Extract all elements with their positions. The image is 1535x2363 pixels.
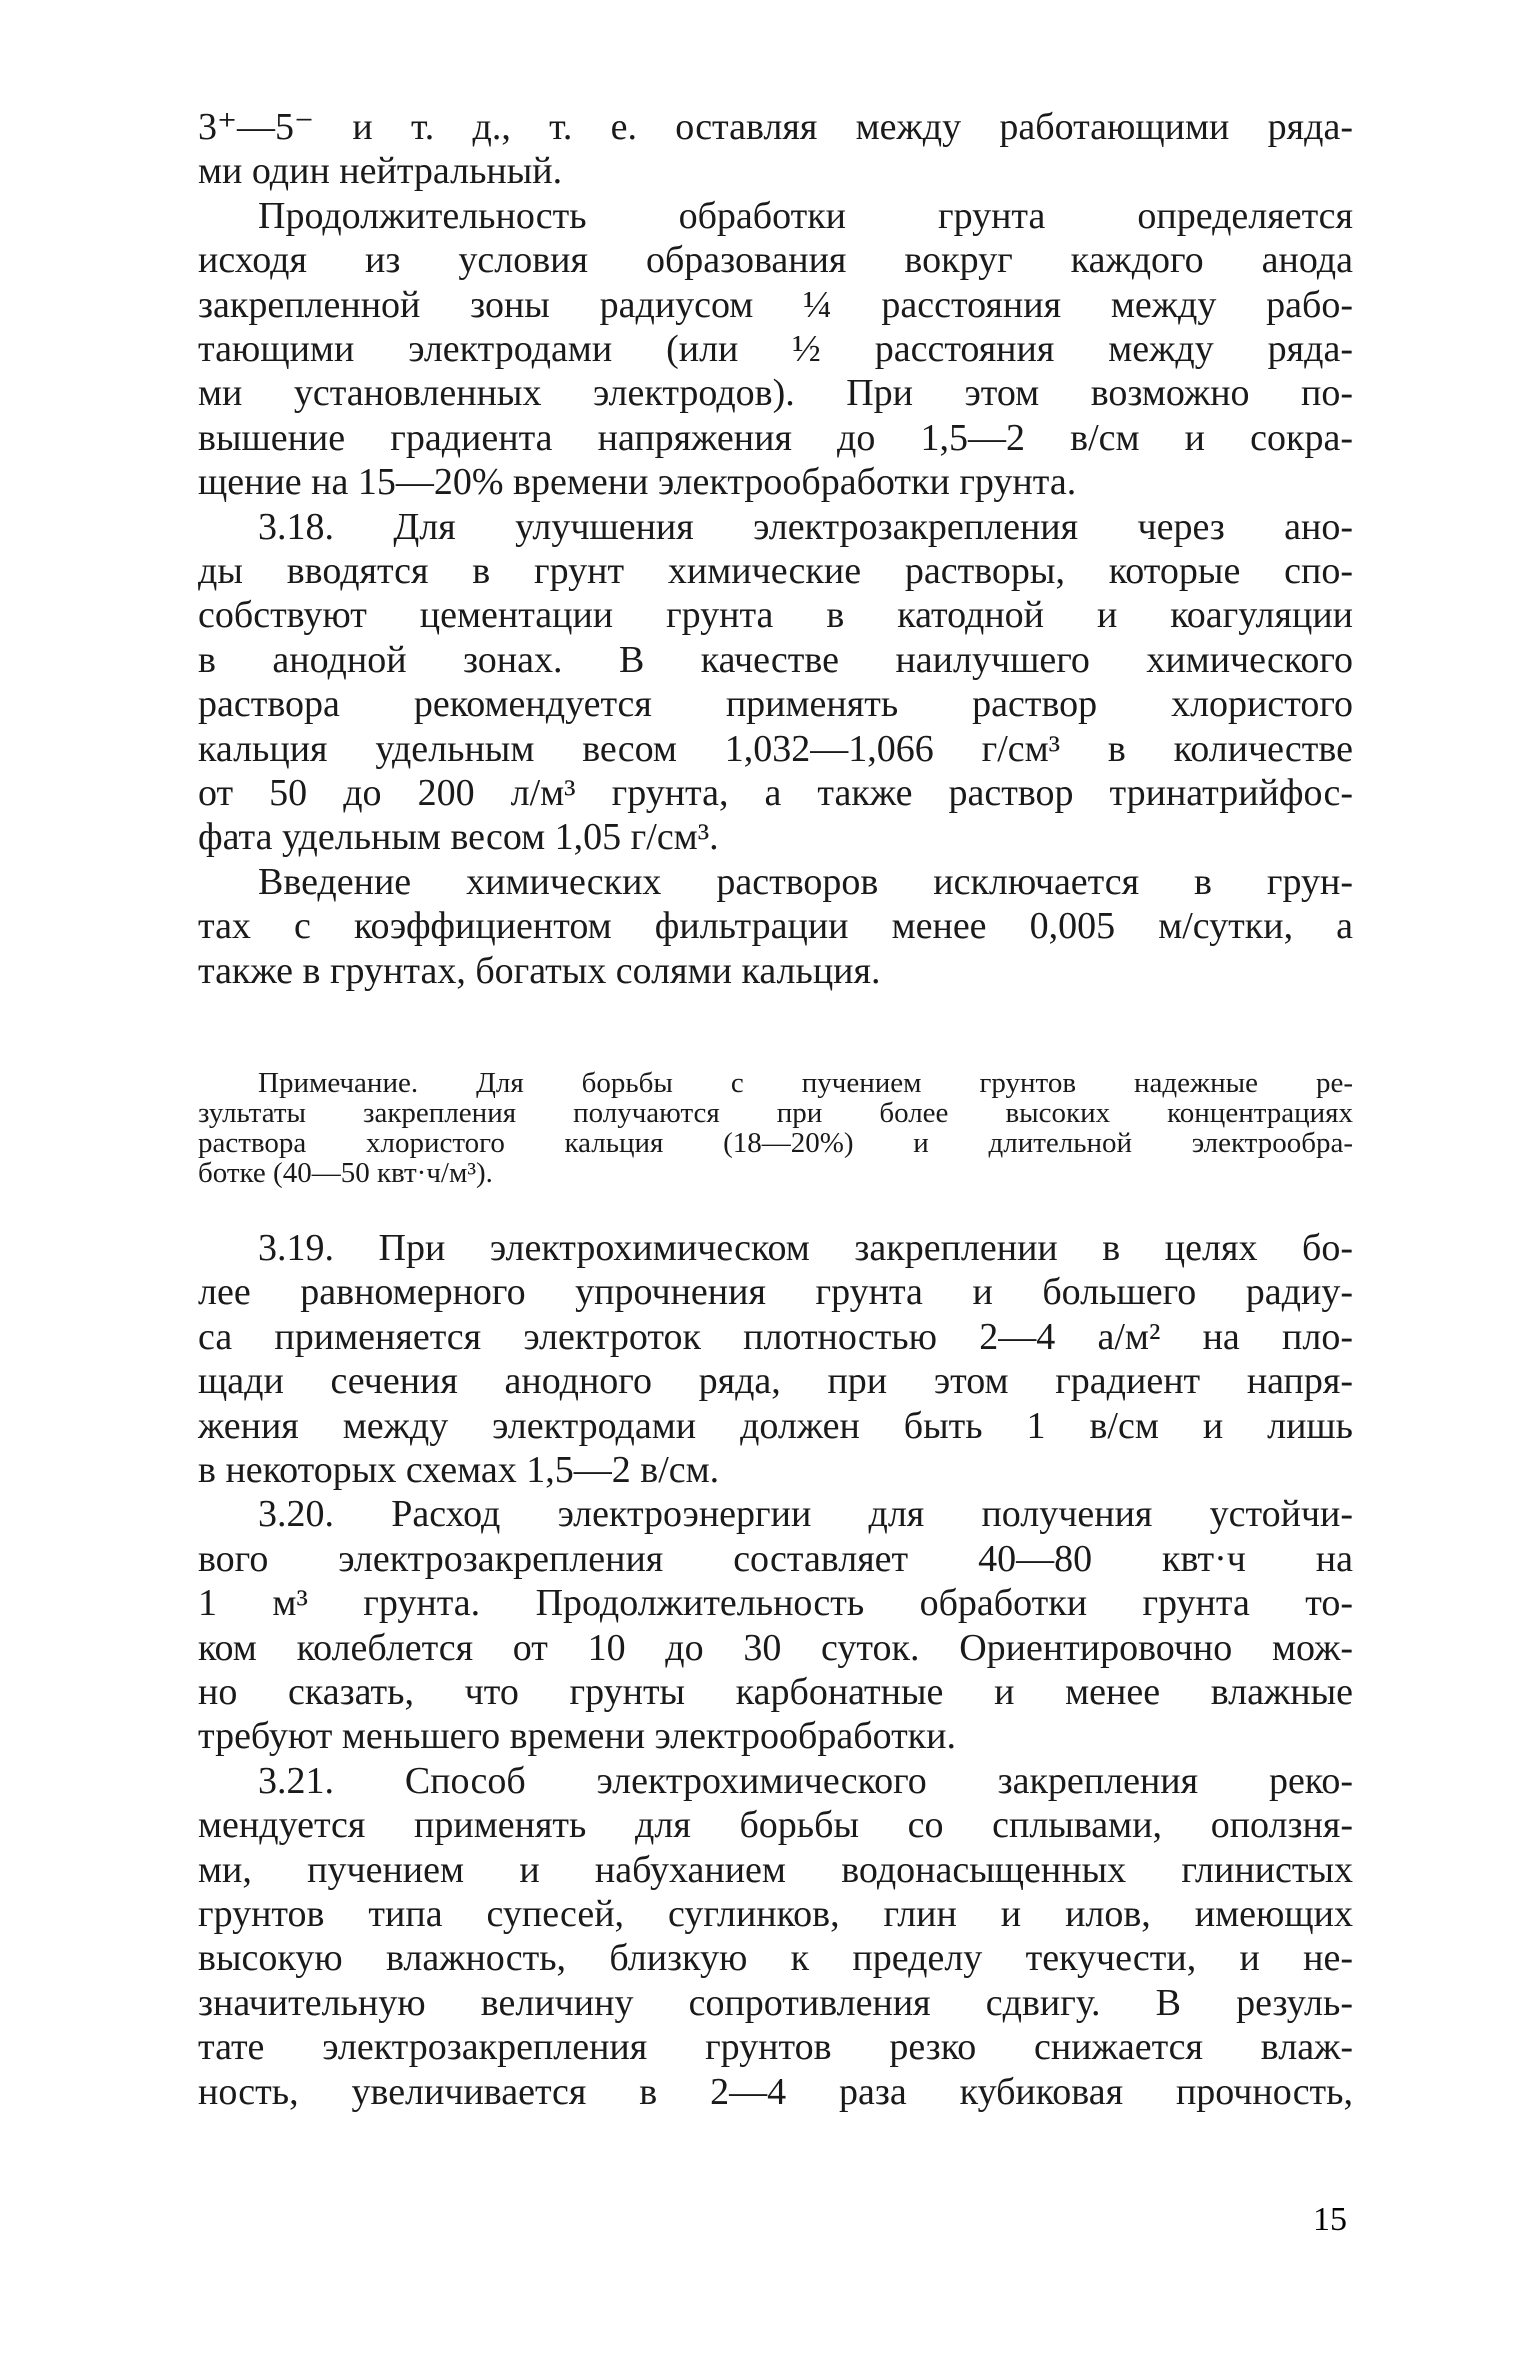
text-line: 3.20. Расход электроэнергии для получения устойчи- — [258, 1493, 1353, 1535]
text-line: щади сечения анодного ряда, при этом градиент напря- — [198, 1360, 1353, 1402]
text-line: ми, пучением и набуханием водонасыщенных глинистых — [198, 1849, 1353, 1891]
text-line: зультаты закрепления получаются при более высоких концентрациях — [198, 1097, 1353, 1129]
text-line: 3⁺—5⁻ и т. д., т. е. оставляя между работающими ряда- — [198, 106, 1353, 148]
text-line: ность, увеличивается в 2—4 раза кубиковая прочность, — [198, 2071, 1353, 2113]
text-line: раствора рекомендуется применять раствор хлористого — [198, 683, 1353, 725]
text-line: в некоторых схемах 1,5—2 в/см. — [198, 1449, 720, 1491]
text-line: Продолжительность обработки грунта определяется — [258, 195, 1353, 237]
text-line: ботке (40—50 квт·ч/м³). — [198, 1157, 493, 1189]
text-line: тающими электродами (или ½ расстояния между ряда- — [198, 328, 1353, 370]
text-line: 1 м³ грунта. Продолжительность обработки грунта то- — [198, 1582, 1353, 1624]
text-line: значительную величину сопротивления сдвигу. В резуль- — [198, 1982, 1353, 2024]
text-line: требуют меньшего времени электрообработки. — [198, 1715, 956, 1757]
text-line: ды вводятся в грунт химические растворы, которые спо- — [198, 550, 1353, 592]
text-line: от 50 до 200 л/м³ грунта, а также раствор тринатрийфос- — [198, 772, 1353, 814]
text-line: раствора хлористого кальция (18—20%) и длительной электрообра- — [198, 1127, 1353, 1159]
text-line: тате электрозакрепления грунтов резко снижается влаж- — [198, 2026, 1353, 2068]
text-line: ми установленных электродов). При этом возможно по- — [198, 372, 1353, 414]
text-line: Введение химических растворов исключается в грун- — [258, 861, 1353, 903]
text-line: жения между электродами должен быть 1 в/см и лишь — [198, 1405, 1353, 1447]
text-line: кальция удельным весом 1,032—1,066 г/см³ в количестве — [198, 728, 1353, 770]
text-line: фата удельным весом 1,05 г/см³. — [198, 816, 719, 858]
text-line: закрепленной зоны радиусом ¼ расстояния между рабо- — [198, 284, 1353, 326]
text-line: Примечание. Для борьбы с пучением грунтов надежные ре- — [258, 1067, 1353, 1099]
text-line: также в грунтах, богатых солями кальция. — [198, 950, 881, 992]
text-line: ми один нейтральный. — [198, 150, 563, 192]
text-line: в анодной зонах. В качестве наилучшего химического — [198, 639, 1353, 681]
text-line: мендуется применять для борьбы со сплывами, оползня- — [198, 1804, 1353, 1846]
text-line: тах с коэффициентом фильтрации менее 0,005 м/сутки, а — [198, 905, 1353, 947]
text-line: но сказать, что грунты карбонатные и менее влажные — [198, 1671, 1353, 1713]
text-line: 3.18. Для улучшения электрозакрепления через ано- — [258, 506, 1353, 548]
text-line: исходя из условия образования вокруг каждого анода — [198, 239, 1353, 281]
text-line: вышение градиента напряжения до 1,5—2 в/см и сокра- — [198, 417, 1353, 459]
text-line: 3.19. При электрохимическом закреплении в целях бо- — [258, 1227, 1353, 1269]
page-number: 15 — [1313, 2201, 1347, 2238]
text-line: лее равномерного упрочнения грунта и большего радиу- — [198, 1271, 1353, 1313]
text-line: грунтов типа супесей, суглинков, глин и илов, имеющих — [198, 1893, 1353, 1935]
text-line: ком колеблется от 10 до 30 суток. Ориентировочно мож- — [198, 1627, 1353, 1669]
text-line: 3.21. Способ электрохимического закрепления реко- — [258, 1760, 1353, 1802]
text-line: щение на 15—20% времени электрообработки грунта. — [198, 461, 1077, 503]
text-line: собствуют цементации грунта в катодной и коагуляции — [198, 594, 1353, 636]
text-line: са применяется электроток плотностью 2—4 а/м² на пло- — [198, 1316, 1353, 1358]
text-line: высокую влажность, близкую к пределу текучести, и не- — [198, 1937, 1353, 1979]
text-line: вого электрозакрепления составляет 40—80 квт·ч на — [198, 1538, 1353, 1580]
